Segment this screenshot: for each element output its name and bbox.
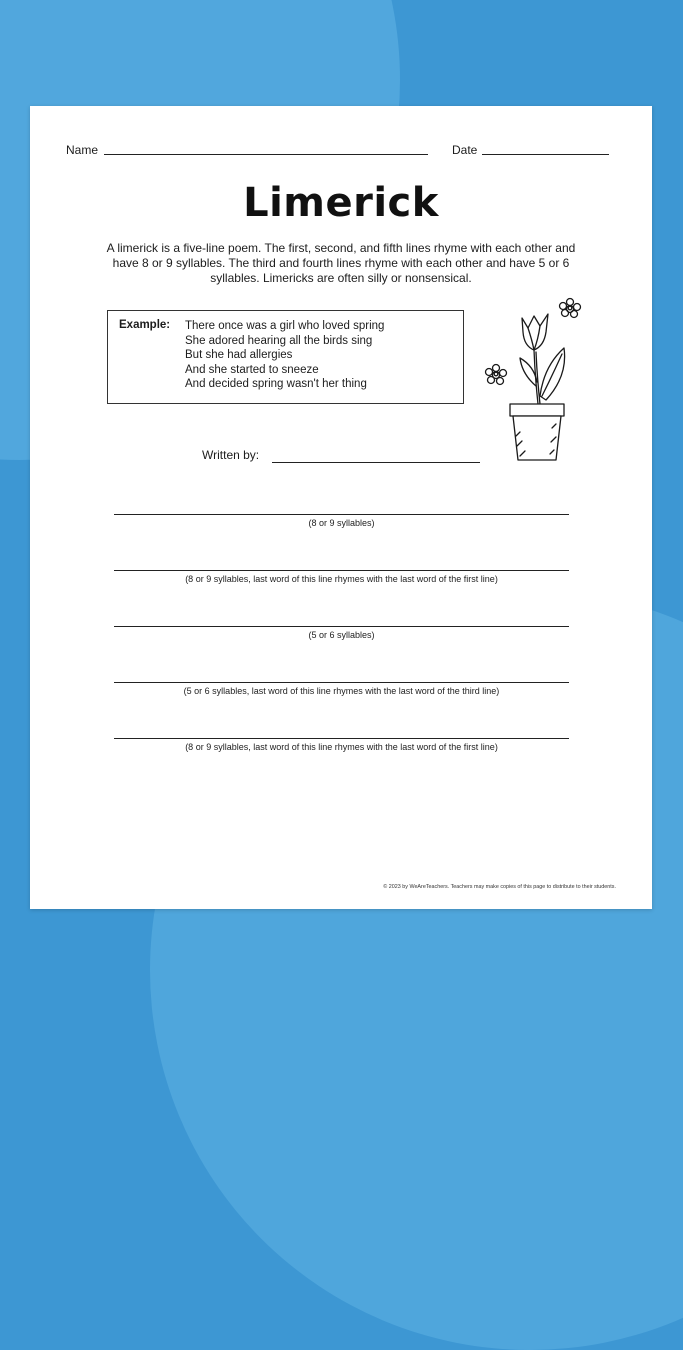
- poem-line-5[interactable]: [114, 738, 569, 739]
- date-line[interactable]: [482, 154, 609, 155]
- name-label: Name: [66, 143, 99, 157]
- poem-line-5-hint: (8 or 9 syllables, last word of this line rhymes with the last word of the first line): [185, 742, 498, 752]
- example-line-1: There once was a girl who loved spring: [185, 320, 385, 332]
- example-label: Example:: [119, 319, 171, 331]
- poem-line-1-hint: (8 or 9 syllables): [308, 518, 375, 528]
- poem-line-1[interactable]: [114, 514, 569, 515]
- poem-line-2[interactable]: [114, 570, 569, 571]
- poem-line-4[interactable]: [114, 682, 569, 683]
- example-poem: [185, 319, 384, 392]
- copyright-footer: © 2023 by WeAreTeachers. Teachers may make copies of this page to distribute to their students.: [383, 884, 616, 890]
- example-line-2: She adored hearing all the birds sing: [185, 334, 373, 347]
- poem-line-4-hint: (5 or 6 syllables, last word of this line rhymes with the last word of the third line): [183, 686, 500, 696]
- date-label: Date: [452, 143, 478, 157]
- example-box: [107, 310, 464, 404]
- poem-line-2-hint: (8 or 9 syllables, last word of this line rhymes with the last word of the first line): [185, 574, 498, 584]
- example-line-5: And decided spring wasn't her thing: [185, 378, 367, 391]
- small-flower-top-icon: [560, 299, 581, 318]
- worksheet-page: [30, 106, 652, 909]
- example-line-4: And she started to sneeze: [185, 363, 319, 376]
- small-flower-left-icon: [486, 365, 507, 385]
- example-line-3: But she had allergies: [185, 349, 293, 362]
- written-by-label: Written by:: [202, 448, 260, 462]
- poem-line-3[interactable]: [114, 626, 569, 627]
- name-line[interactable]: [104, 154, 428, 155]
- tulip-flower-pot-icon: [480, 296, 590, 466]
- author-line[interactable]: [272, 462, 480, 463]
- intro-paragraph: A limerick is a five-line poem. The first, second, and fifth lines rhyme with each other and have 8 or 9 syllables. The third and fourth lines rhyme with each other and have 5 or 6 syllables. Limericks are often silly or nonsensical.: [106, 241, 576, 285]
- poem-line-3-hint: (5 or 6 syllables): [308, 630, 375, 640]
- page-title: Limerick: [243, 180, 439, 226]
